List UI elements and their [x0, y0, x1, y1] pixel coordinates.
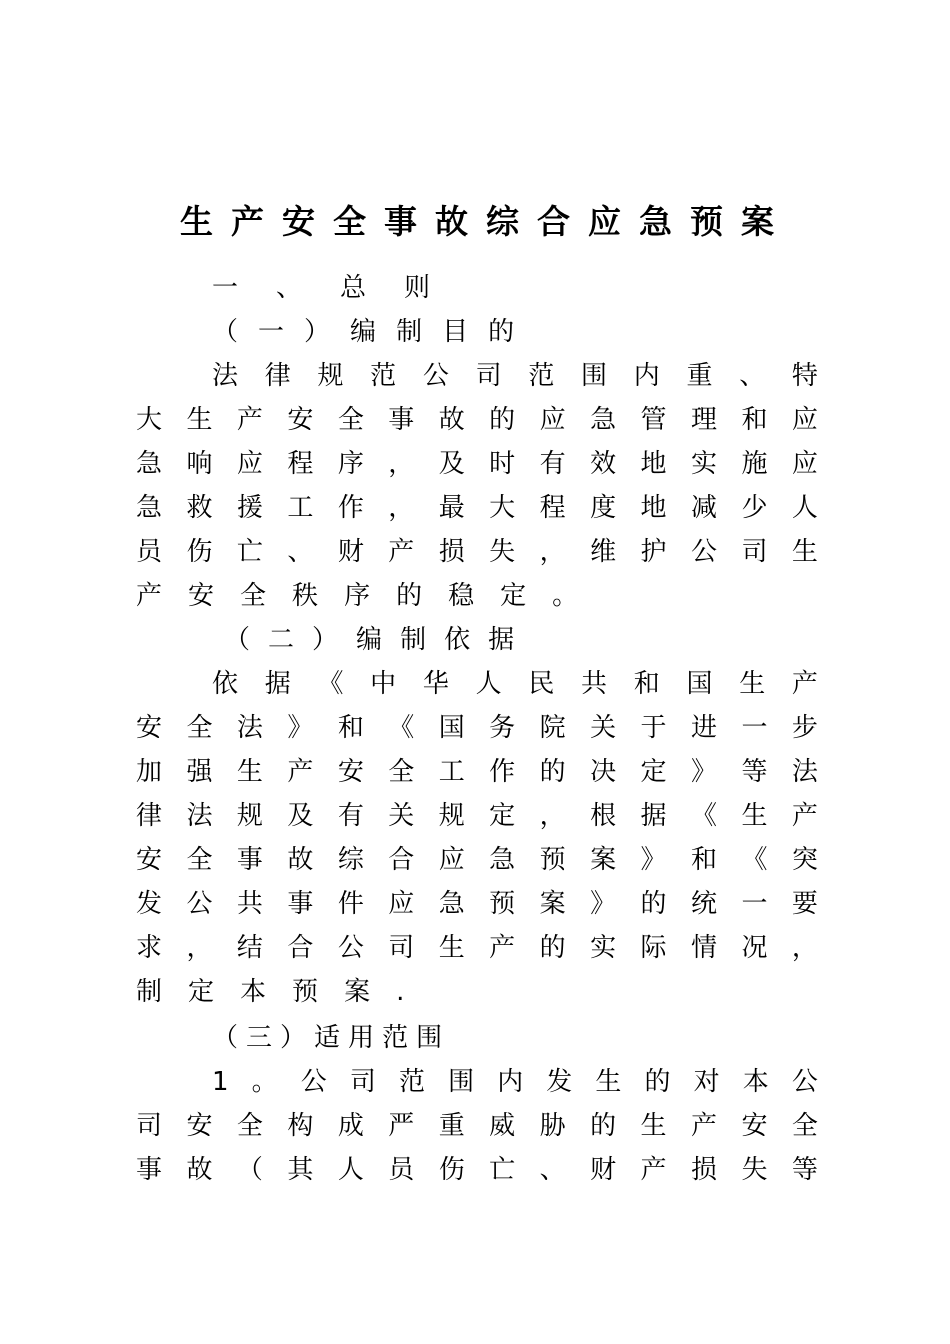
body-text-line: 安 全 法 》 和 《 国 务 院 关 于 进 一 步 — [136, 713, 818, 743]
body-text-line: （ 二 ） 编 制 依 据 — [224, 625, 515, 655]
body-text-line: （ 一 ） 编 制 目 的 — [212, 317, 515, 347]
body-text-line: 求 ， 结 合 公 司 生 产 的 实 际 情 况 ， — [136, 933, 818, 963]
body-text-line: 一 、 总 则 — [212, 273, 431, 303]
body-text-line: 安 全 事 故 综 合 应 急 预 案 》 和 《 突 — [136, 845, 818, 875]
body-text-line: 1 。 公 司 范 围 内 发 生 的 对 本 公 — [212, 1067, 818, 1097]
body-text-line: 事 故 （ 其 人 员 伤 亡 、 财 产 损 失 等 — [136, 1155, 818, 1185]
body-text-line: 员 伤 亡 、 财 产 损 失 ， 维 护 公 司 生 — [136, 537, 818, 567]
body-text-line: 司 安 全 构 成 严 重 威 胁 的 生 产 安 全 — [136, 1111, 818, 1141]
body-text-line: 制 定 本 预 案 . — [136, 977, 405, 1007]
body-text-line: 加 强 生 产 安 全 工 作 的 决 定 》 等 法 — [136, 757, 818, 787]
body-text-line: 大 生 产 安 全 事 故 的 应 急 管 理 和 应 — [136, 405, 818, 435]
body-text-line: 急 响 应 程 序 ， 及 时 有 效 地 实 施 应 — [136, 449, 818, 479]
body-text-line: 产 安 全 秩 序 的 稳 定 。 — [136, 581, 579, 611]
document-title: 生产安全事故综合应急预案 — [180, 202, 792, 241]
body-text-line: 依 据 《 中 华 人 民 共 和 国 生 产 — [212, 669, 818, 699]
body-text-line: 发 公 共 事 件 应 急 预 案 》 的 统 一 要 — [136, 889, 818, 919]
body-text-line: 急 救 援 工 作 ， 最 大 程 度 地 减 少 人 — [136, 493, 818, 523]
body-text-line: （ 三 ） 适 用 范 围 — [212, 1023, 443, 1053]
body-text-line: 律 法 规 及 有 关 规 定 ， 根 据 《 生 产 — [136, 801, 818, 831]
body-text-line: 法 律 规 范 公 司 范 围 内 重 、 特 — [212, 361, 818, 391]
